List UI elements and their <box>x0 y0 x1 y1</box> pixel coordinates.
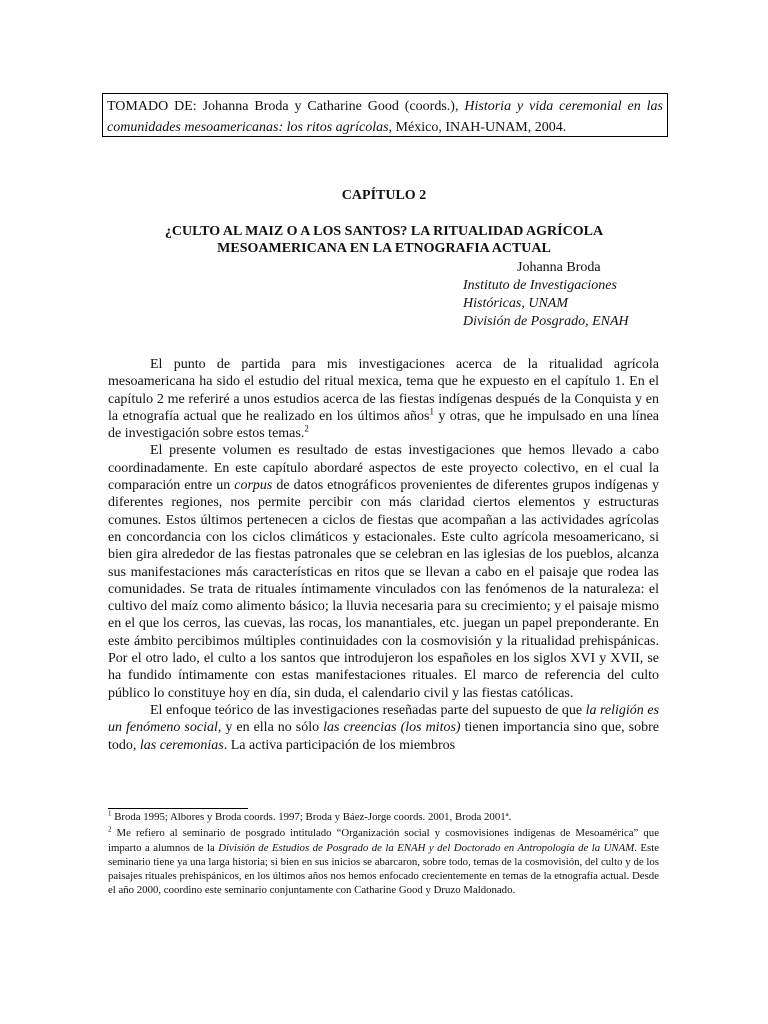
paragraph-2 <box>108 442 659 701</box>
paragraph-1-text-cont: y otras, que he impulsado en una línea de investigación sobre estos temas. <box>108 408 659 442</box>
footnote-ref-2[interactable]: 2 <box>304 423 309 434</box>
footnote-2-mark: 2 <box>108 825 112 834</box>
footnote-1-mark: 1 <box>108 809 112 818</box>
author-affiliation-2: Históricas, UNAM <box>463 296 568 311</box>
paragraph-3 <box>108 702 659 754</box>
paragraph-1 <box>108 356 659 442</box>
chapter-title-line2: MESOAMERICANA EN LA ETNOGRAFIA ACTUAL <box>217 241 551 256</box>
author-name: Johanna Broda <box>517 260 601 275</box>
footnote-separator <box>108 808 248 809</box>
source-prefix: TOMADO DE: Johanna Broda y Catharine Good (coords.), <box>107 99 465 114</box>
paragraph-3-italic-3: las ceremonias <box>139 737 224 753</box>
source-citation-box <box>102 93 668 137</box>
footnote-2 <box>108 826 659 897</box>
source-publisher: , México, INAH-UNAM, 2004. <box>388 120 567 135</box>
source-book-title-part1: Historia y vida ceremonial en <box>464 99 641 114</box>
paragraph-1-text: El punto de partida para mis investigaciones acerca de la ritualidad agrícola mesoamericana ha sido el estudio del ritual mexica, tema que he expuesto en el capítulo 1. En el capítulo 2 me referiré a unos estudios acerca de las fiestas indígenas después de la Conquista y en la etnografía actual que he realizado en los últimos años <box>108 357 659 424</box>
body-text <box>108 356 659 754</box>
paragraph-3-italic-2: las creencias (los mitos) <box>323 720 461 736</box>
paragraph-3-italic-1: la religión es un fenómeno social <box>108 702 659 736</box>
footnote-1 <box>108 810 659 824</box>
paragraph-3-text-d: . La activa participación de los miembros <box>223 737 456 753</box>
paragraph-3-text-c: tienen importancia sino que, sobre todo, <box>108 720 660 753</box>
footnote-2-text-a: Me refiero al seminario de posgrado intitulado “Organización social y cosmovisiones indígenas de Mesoamérica” que imparto a alumnos de la <box>108 827 659 854</box>
paragraph-3-text-b: , y en ella no sólo <box>217 720 324 736</box>
footnotes <box>108 810 659 900</box>
footnote-ref-1[interactable]: 1 <box>429 406 434 417</box>
footnote-2-italic: División de Estudios de Posgrado de la ENAH y del Doctorado en Antropología de la UNAM <box>218 841 635 854</box>
footnote-2-text-b: . Este seminario tiene ya una larga historia; si bien en sus inicios se abarcaron, sobre todo, temas de la cosmovisión, del culto y de los paisajes rituales prehispánicos, en los últimos años nos hemos enfocado crecientemente en temas de la etnografía actual. Desde el año 2000, coordino este seminario conjuntamente con Catharine Good y Druzo Maldonado. <box>108 841 659 897</box>
paragraph-2-text-a: El presente volumen es resultado de estas investigaciones que hemos llevado a cabo coordinadamente. En este capítulo abordaré aspectos de este proyecto colectivo, en el cual la comparación entre un <box>108 443 659 494</box>
author-block <box>463 259 713 331</box>
footnote-1-text: Broda 1995; Albores y Broda coords. 1997; Broda y Báez-Jorge coords. 2001, Broda 2001ª. <box>111 811 512 823</box>
paragraph-3-text-a: El enfoque teórico de las investigaciones reseñadas parte del supuesto de que <box>150 702 586 718</box>
chapter-heading: CAPÍTULO 2 <box>341 188 427 203</box>
author-affiliation-3: División de Posgrado, ENAH <box>463 314 629 329</box>
chapter-title <box>140 223 628 257</box>
author-affiliation-1: Instituto de Investigaciones <box>463 278 617 293</box>
paragraph-2-corpus: corpus <box>234 478 273 494</box>
source-book-title-part2: las comunidades mesoamericanas: los ritos agrícolas <box>107 99 664 135</box>
chapter-title-line1: ¿CULTO AL MAIZ O A LOS SANTOS? LA RITUALIDAD AGRÍCOLA <box>164 224 604 239</box>
paragraph-2-text-b: de datos etnográficos provenientes de diferentes grupos indígenas y diferentes regiones, nos permite percibir con más claridad ciertos elementos y estructuras comunes. Estos últimos pertenecen a ciclos de fiestas que acompañan a las actividades agrícolas en concordancia con los ciclos climáticos y estacionales. Este culto agrícola mesoamericano, si bien gira alrededor de las fiestas patronales que se celebran en las iglesias de los pueblos, alcanza sus manifestaciones más características en ritos que se llevan a cabo en el paisaje que rodea las comunidades. Se trata de rituales íntimamente vinculados con las fenómenos de la naturaleza: el cultivo del maíz como alimento básico; la lluvia necesaria para su crecimiento; y el paisaje mismo en el que los cerros, las cuevas, las rocas, los manantiales, etc. juegan un papel preponderante. En este ámbito percibimos múltiples continuidades con la cosmovisión y la ritualidad prehispánicas. Por el otro lado, el culto a los santos que introdujeron los españoles en los siglos XVI y XVII, se ha fundido íntimamente con estas manifestaciones rituales. El marco de referencia del culto público lo constituye hoy en día, sin duda, el calendario civil y las fiestas católicas. <box>108 478 659 701</box>
